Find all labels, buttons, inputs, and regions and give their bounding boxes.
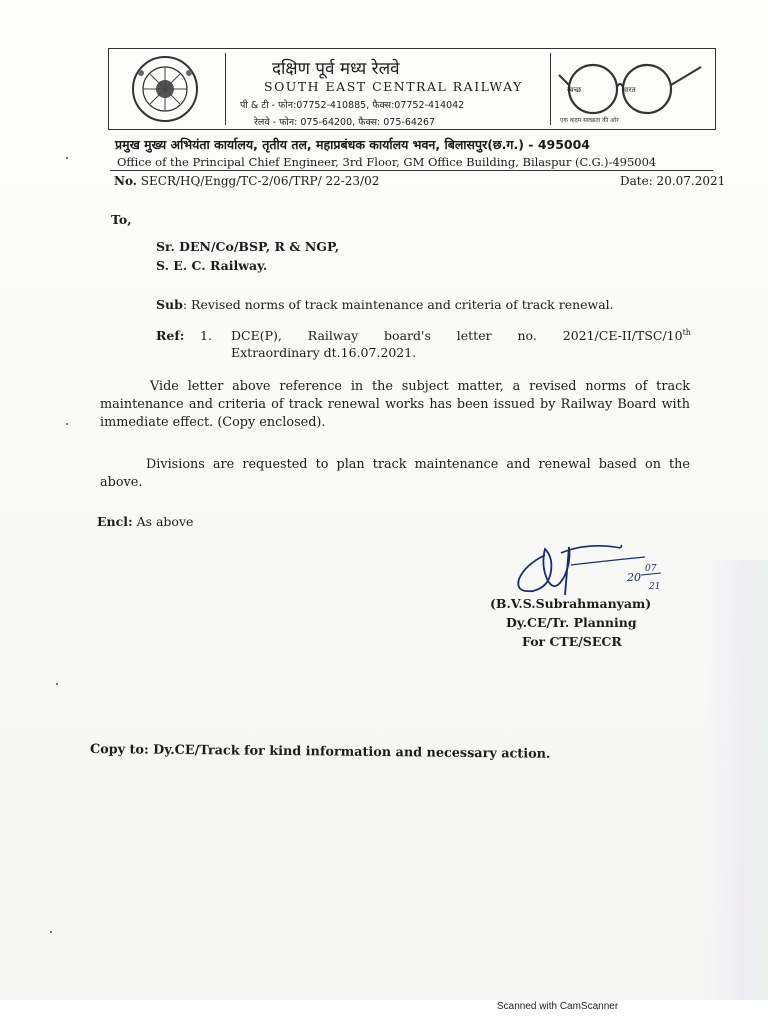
signatory-designation: Dy.CE/Tr. Planning — [506, 615, 637, 630]
reference-number — [114, 174, 379, 188]
body-paragraph-1: Vide letter above reference in the subject matter, a revised norms of track maintenance and criteria of track renewal works has been issued by Railway Board with immediate effect. (Copy enclosed). — [100, 379, 690, 430]
reference-line-2: Extraordinary dt.16.07.2021. — [231, 345, 417, 360]
ref-word: Railway — [307, 328, 359, 343]
signatory-for: For CTE/SECR — [522, 634, 622, 649]
scan-speck — [50, 931, 52, 933]
scanner-footer — [0, 1000, 768, 1024]
phone-line-2: रेलवे - फोन: 075-64200, फैक्स: 075-64267 — [254, 117, 436, 128]
ref-value: SECR/HQ/Engg/TC-2/06/TRP/ 22-23/02 — [140, 174, 380, 188]
svg-text:20: 20 — [627, 571, 641, 584]
subject-line — [156, 297, 614, 312]
letter-date: Date: 20.07.2021 — [620, 174, 726, 188]
office-address-hindi: प्रमुख मुख्य अभियंता कार्यालय, तृतीय तल, महाप्रबंधक कार्यालय भवन, बिलासपुर(छ.ग.) - 495004 — [115, 137, 591, 152]
ref-superscript: th — [682, 328, 691, 337]
ref-letter-number — [563, 328, 691, 343]
org-name-hindi: दक्षिण पूर्व मध्य रेलवे — [272, 59, 400, 79]
reference-line-1 — [231, 328, 691, 343]
indian-railways-logo — [113, 53, 226, 125]
handwritten-signature — [505, 535, 705, 605]
phone-line-1: पी & टी - फोन:07752-410885, फैक्स:07752-414042 — [240, 100, 465, 111]
ref-word: DCE(P), — [231, 328, 282, 343]
ref-label: No. — [114, 174, 137, 188]
signatory-name: (B.V.S.Subrahmanyam) — [490, 596, 652, 611]
scan-edge-tint — [708, 560, 768, 1000]
encl-label: Encl: — [97, 514, 133, 529]
ref-word: board's — [384, 328, 431, 343]
scanner-watermark: Scanned with CamScanner — [497, 1001, 619, 1012]
ref-word: letter — [456, 328, 492, 343]
scan-speck — [66, 157, 68, 159]
logo-caption: एक कदम स्वच्छता की ओर — [560, 117, 619, 124]
copy-to-line: Copy to: Dy.CE/Track for kind information and necessary action. — [89, 742, 551, 762]
addressee-line-1: Sr. DEN/Co/BSP, R & NGP, — [156, 239, 340, 254]
ref-word: no. — [517, 328, 537, 343]
svg-text:07: 07 — [645, 564, 657, 574]
addressee-line-2: S. E. C. Railway. — [156, 258, 268, 273]
salutation-to: To, — [111, 212, 132, 227]
reference-index: 1. — [200, 328, 212, 343]
body-paragraph-2: Divisions are requested to plan track maintenance and renewal based on the above. — [100, 457, 690, 490]
enclosure-line — [97, 514, 193, 529]
scan-speck — [56, 683, 58, 685]
header-divider — [110, 170, 713, 171]
svg-text:21: 21 — [649, 582, 661, 592]
logo-word-bharat: भारत — [622, 86, 636, 94]
scan-speck — [66, 423, 68, 425]
logo-word-swachh: स्वच्छ — [567, 86, 582, 94]
org-name-english: SOUTH EAST CENTRAL RAILWAY — [264, 79, 523, 94]
office-address-english: Office of the Principal Chief Engineer, 3rd Floor, GM Office Building, Bilaspur (C.G.)-495004 — [117, 155, 657, 169]
encl-text: As above — [132, 514, 194, 529]
reference-label: Ref: — [156, 328, 185, 343]
subject-text: : Revised norms of track maintenance and criteria of track renewal. — [182, 297, 614, 312]
subject-label: Sub — [156, 297, 183, 312]
ref-word: 2021/CE-II/TSC/10 — [562, 328, 683, 344]
